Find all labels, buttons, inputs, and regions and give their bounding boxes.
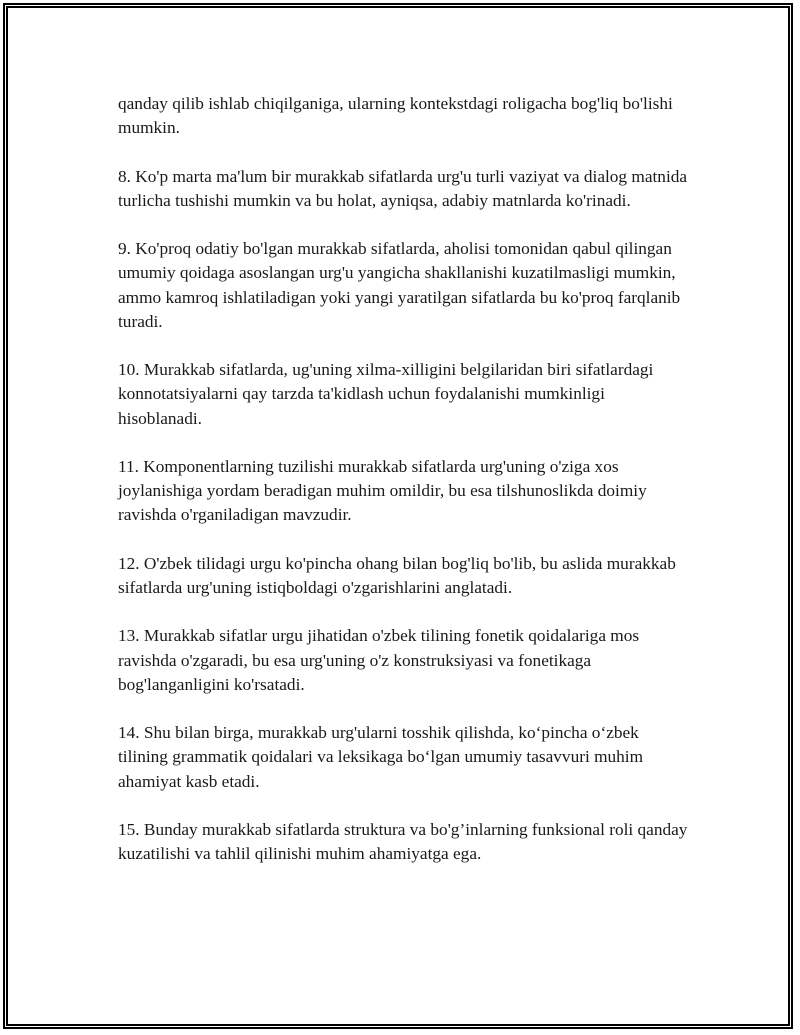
paragraph-15: 15. Bunday murakkab sifatlarda struktura va bo'g’inlarning funksional roli qanday kuzatilishi va tahlil qilinishi muhim ahamiyatga ega. xyxy=(118,819,688,864)
paragraph-10: 10. Murakkab sifatlarda, ug'uning xilma-xilligini belgilaridan biri sifatlardagi konnotatsiyalarni qay tarzda ta'kidlash uchun foydalanishi mumkinligi hisoblanadi. xyxy=(118,360,654,428)
paragraph-12: 12. O'zbek tilidagi urgu ko'pincha ohang bilan bog'liq bo'lib, bu aslida murakkab sifatlarda urg'uning istiqboldagi o'zgarishlarini anglatadi. xyxy=(118,553,676,597)
paragraph-11: 11. Komponentlarning tuzilishi murakkab sifatlarda urg'uning o'ziga xos joylanishiga yordam beradigan muhim omildir, bu esa tilshunoslikda doimiy ravishda o'rganiladigan mavzudir. xyxy=(118,456,647,525)
paragraph-continuation: qanday qilib ishlab chiqilganiga, ularning kontekstdagi roligacha bog'liq bo'lishi mumkin. xyxy=(118,94,673,138)
document-body xyxy=(118,92,688,891)
paragraph-13: 13. Murakkab sifatlar urgu jihatidan o'zbek tilining fonetik qoidalariga mos ravishda o'zgaradi, bu esa urg'uning o'z konstruksiyasi va fonetikaga bog'langanligini ko'rsatadi. xyxy=(118,626,640,694)
paragraph-9: 9. Ko'proq odatiy bo'lgan murakkab sifatlarda, aholisi tomonidan qabul qilingan umumiy qoidaga asoslangan urg'u yangicha shakllanishi kuzatilmasligi mumkin, ammo kamroq ishlatiladigan yoki yangi yaratilgan sifatlarda bu ko'proq farqlanib turadi. xyxy=(118,239,681,331)
paragraph-14: 14. Shu bilan birga, murakkab urg'ularni tosshik qilishda, ko‘pincha o‘zbek tilining grammatik qoidalari va leksikaga bo‘lgan umumiy tasavvuri muhim ahamiyat kasb etadi. xyxy=(118,723,644,791)
paragraph-8: 8. Ko'p marta ma'lum bir murakkab sifatlarda urg'u turli vaziyat va dialog matnida turlicha tushishi mumkin va bu holat, ayniqsa, adabiy matnlarda ko'rinadi. xyxy=(118,166,688,210)
